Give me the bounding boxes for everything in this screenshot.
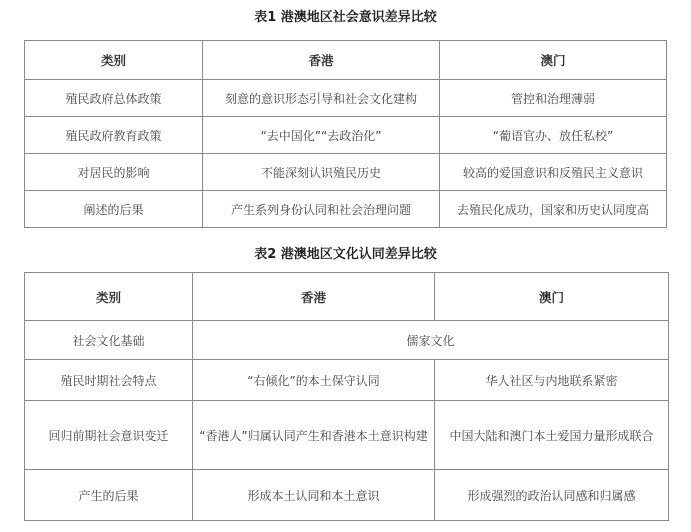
table2-cultural-identity xyxy=(24,272,669,521)
table1-cell: 去殖民化成功，国家和历史认同度高 xyxy=(440,191,667,228)
table2-header-category: 类别 xyxy=(25,273,193,321)
table1-cell: 产生系列身份认同和社会治理问题 xyxy=(203,191,440,228)
table2-cell: 产生的后果 xyxy=(25,470,193,521)
table2-cell: 回归前期社会意识变迁 xyxy=(25,401,193,470)
table2-header-hongkong: 香港 xyxy=(193,273,435,321)
table-row xyxy=(25,154,667,191)
table1-cell: 殖民政府总体政策 xyxy=(25,80,203,117)
table-row xyxy=(25,470,669,521)
table2-merged-cell: 儒家文化 xyxy=(193,321,669,360)
table1-header-macau: 澳门 xyxy=(440,41,667,80)
table1-cell: 不能深刻认识殖民历史 xyxy=(203,154,440,191)
table2-cell: “右倾化”的本土保守认同 xyxy=(193,360,435,401)
table1-header-hongkong: 香港 xyxy=(203,41,440,80)
table-row xyxy=(25,191,667,228)
table1-social-consciousness xyxy=(24,40,667,228)
table1-caption: 表1 港澳地区社会意识差异比较 xyxy=(254,10,437,25)
table-row xyxy=(25,401,669,470)
table1-cell: 较高的爱国意识和反殖民主义意识 xyxy=(440,154,667,191)
table2-cell: 殖民时期社会特点 xyxy=(25,360,193,401)
table1-cell: 管控和治理薄弱 xyxy=(440,80,667,117)
table2-cell: “香港人”归属认同产生和香港本土意识构建 xyxy=(193,401,435,470)
table-row xyxy=(25,360,669,401)
table1-cell: 刻意的意识形态引导和社会文化建构 xyxy=(203,80,440,117)
table1-cell: 阐述的后果 xyxy=(25,191,203,228)
table1-cell: 对居民的影响 xyxy=(25,154,203,191)
table2-header-macau: 澳门 xyxy=(435,273,669,321)
table1-cell: 殖民政府教育政策 xyxy=(25,117,203,154)
table2-cell: 形成本土认同和本土意识 xyxy=(193,470,435,521)
table1-cell: “去中国化”“去政治化” xyxy=(203,117,440,154)
table1-header-category: 类别 xyxy=(25,41,203,80)
table-row xyxy=(25,80,667,117)
table1-header-row xyxy=(25,41,667,80)
table2-header-row xyxy=(25,273,669,321)
table-row xyxy=(25,117,667,154)
table2-cell: 华人社区与内地联系紧密 xyxy=(435,360,669,401)
table2-cell: 形成强烈的政治认同感和归属感 xyxy=(435,470,669,521)
table1-cell: “葡语官办、放任私校” xyxy=(440,117,667,154)
table-row xyxy=(25,321,669,360)
table2-cell: 社会文化基础 xyxy=(25,321,193,360)
table2-caption: 表2 港澳地区文化认同差异比较 xyxy=(254,247,437,262)
table2-cell: 中国大陆和澳门本土爱国力量形成联合 xyxy=(435,401,669,470)
